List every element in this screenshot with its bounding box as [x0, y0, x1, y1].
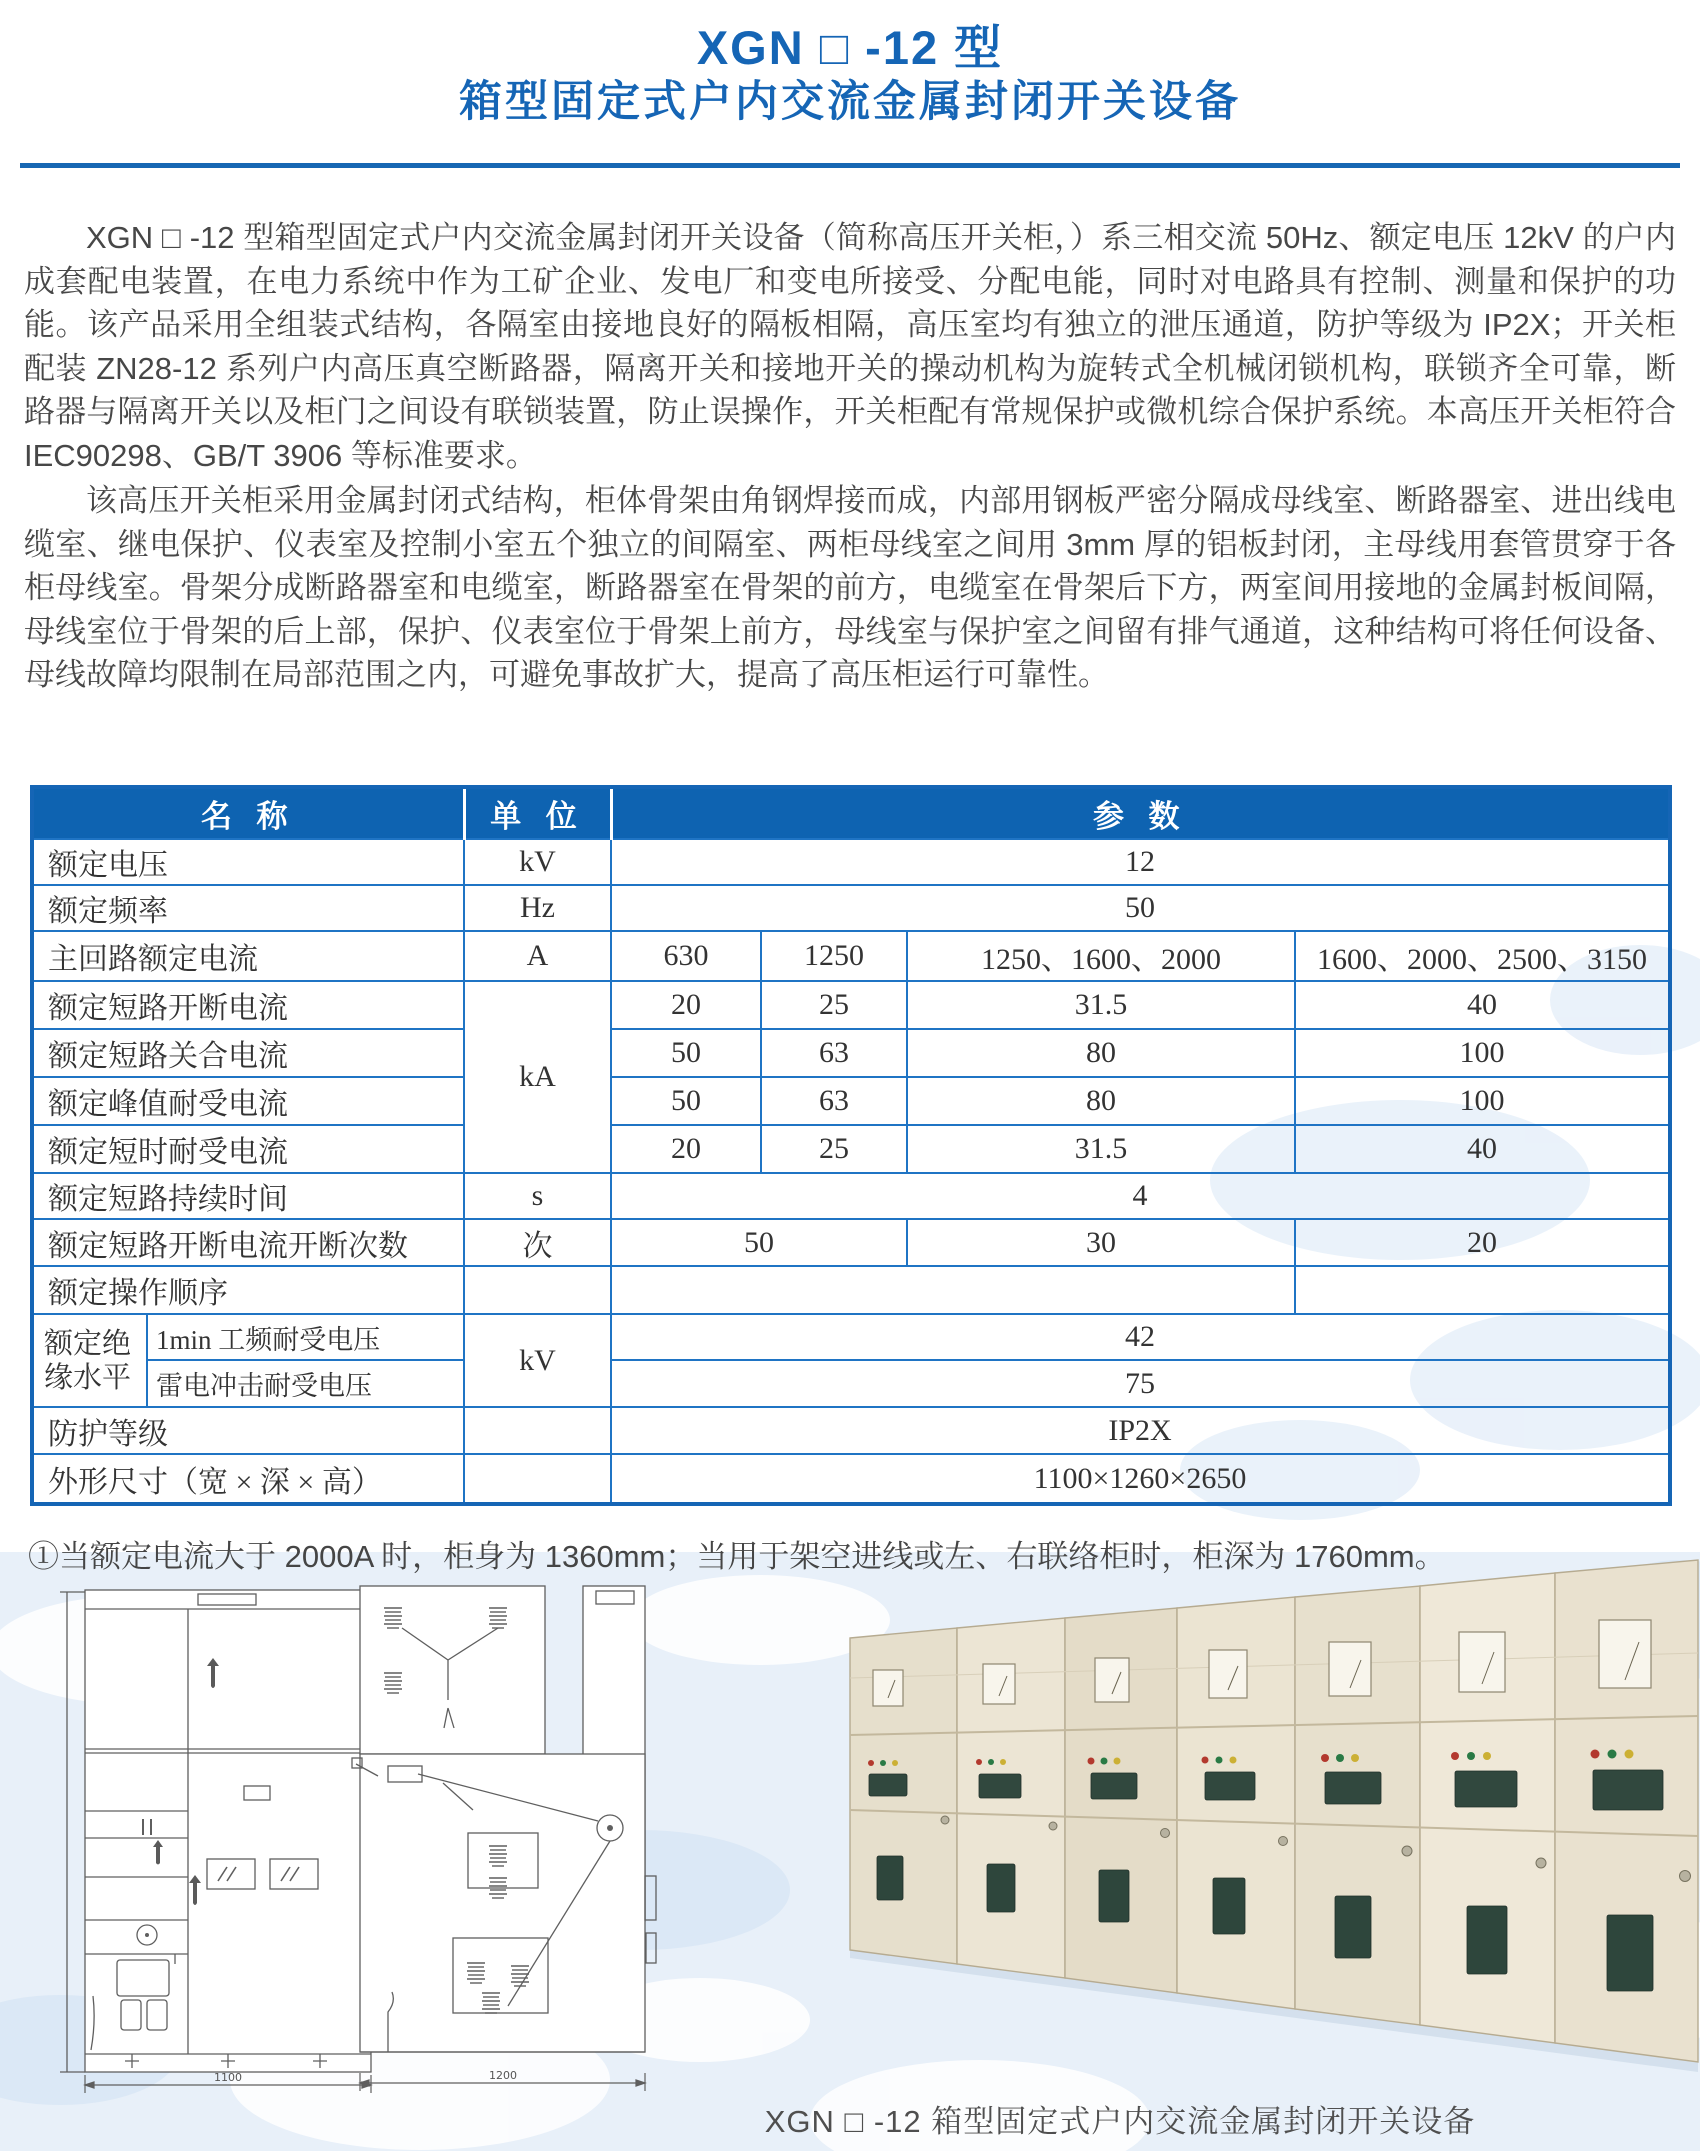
row-name: 额定短路开断电流: [32, 981, 464, 1029]
row-value: 20: [611, 1125, 761, 1173]
row-value: 1250: [761, 931, 907, 981]
row-name: 额定峰值耐受电流: [32, 1077, 464, 1125]
row-value: 50: [611, 1077, 761, 1125]
row-unit: Hz: [464, 885, 611, 931]
table-row: [32, 1314, 1670, 1360]
side-depth-dimension-label: 1200: [489, 2069, 517, 2082]
page-title-model: XGN □ -12 型: [696, 21, 1004, 74]
page-title: [0, 20, 1700, 128]
row-value: 4: [611, 1173, 1670, 1219]
page-title-product: 箱型固定式户内交流金属封闭开关设备: [459, 78, 1241, 126]
col-header-name: 名 称: [32, 787, 464, 839]
row-name: 主回路额定电流: [32, 931, 464, 981]
front-width-dimension-label: 1100: [214, 2071, 242, 2084]
row-name: 额定短路开断电流开断次数: [32, 1219, 464, 1266]
row-group-label: 额定绝缘水平: [32, 1314, 147, 1407]
row-unit: [464, 1454, 611, 1504]
row-value: 100: [1295, 1029, 1670, 1077]
spec-table: [30, 785, 1672, 1506]
table-row: [32, 1266, 1670, 1314]
row-value: 63: [761, 1077, 907, 1125]
row-value: [1295, 1266, 1670, 1314]
row-value: 1100×1260×2650: [611, 1454, 1670, 1504]
row-value: 20: [1295, 1219, 1670, 1266]
row-value: 1600、2000、2500、3150: [1295, 931, 1670, 981]
row-unit: kV: [464, 1314, 611, 1407]
row-value: 75: [611, 1360, 1670, 1407]
row-unit: kA: [464, 981, 611, 1173]
row-value: 40: [1295, 981, 1670, 1029]
row-value: [611, 1266, 1295, 1314]
row-name: 额定短路持续时间: [32, 1173, 464, 1219]
row-value: 31.5: [907, 981, 1295, 1029]
table-row: [32, 1125, 1670, 1173]
col-header-param: 参 数: [611, 787, 1670, 839]
table-row: [32, 1077, 1670, 1125]
row-value: 80: [907, 1077, 1295, 1125]
table-row: [32, 1360, 1670, 1407]
row-unit: s: [464, 1173, 611, 1219]
row-value: 100: [1295, 1077, 1670, 1125]
table-row: [32, 885, 1670, 931]
row-name: 额定短时耐受电流: [32, 1125, 464, 1173]
row-name: 雷电冲击耐受电压: [147, 1360, 464, 1407]
row-value: 12: [611, 839, 1670, 885]
row-name: 额定短路关合电流: [32, 1029, 464, 1077]
paragraph-overview: XGN □ -12 型箱型固定式户内交流金属封闭开关设备（简称高压开关柜，）系三相交流 50Hz、额定电压 12kV 的户内成套配电装置，在电力系统中作为工矿企业、发电厂和变电所接受、分配电能，同时对电路具有控制、测量和保护的功能。该产品采用全组装式结构，各隔室由接地良好的隔板相隔，高压室均有独立的泄压通道，防护等级为 IP2X；开关柜配装 ZN28-12 系列户内高压真空断路器，隔离开关和接地开关的操动机构为旋转式全机械闭锁机构，联锁齐全可靠，断路器与隔离开关以及柜门之间设有联锁装置，防止误操作，开关柜配有常规保护或微机综合保护系统。本高压开关柜符合 IEC90298、GB/T 3906 等标准要求。: [24, 220, 1676, 473]
row-value: 42: [611, 1314, 1670, 1360]
row-value: 25: [761, 981, 907, 1029]
row-value: 30: [907, 1219, 1295, 1266]
row-unit: [464, 1266, 611, 1314]
row-value: 31.5: [907, 1125, 1295, 1173]
table-row: [32, 931, 1670, 981]
row-value: 1250、1600、2000: [907, 931, 1295, 981]
footnote: ①当额定电流大于 2000A 时，柜身为 1360mm；当用于架空进线或左、右联络柜时，柜深为 1760mm。: [28, 1539, 1446, 1574]
row-name: 额定操作顺序: [32, 1266, 464, 1314]
table-row: [32, 839, 1670, 885]
row-unit: 次: [464, 1219, 611, 1266]
table-header-row: [32, 787, 1670, 839]
intro-text: [24, 216, 1676, 699]
row-value: 63: [761, 1029, 907, 1077]
row-name: 外形尺寸（宽 × 深 × 高）: [32, 1454, 464, 1504]
photo-caption: XGN □ -12 箱型固定式户内交流金属封闭开关设备: [764, 2104, 1476, 2139]
table-row: [32, 1407, 1670, 1454]
row-value: 50: [611, 1219, 907, 1266]
row-name: 额定电压: [32, 839, 464, 885]
row-name: 防护等级: [32, 1407, 464, 1454]
row-value: 20: [611, 981, 761, 1029]
row-unit: kV: [464, 839, 611, 885]
row-unit: A: [464, 931, 611, 981]
row-value: 25: [761, 1125, 907, 1173]
front-view-drawing: [55, 1582, 385, 2097]
row-value: 630: [611, 931, 761, 981]
paragraph-structure: 该高压开关柜采用金属封闭式结构，柜体骨架由角钢焊接而成，内部用钢板严密分隔成母线室、断路器室、进出线电缆室、继电保护、仪表室及控制小室五个独立的间隔室、两柜母线室之间用 3mm 厚的铝板封闭，主母线用套管贯穿于各柜母线室。骨架分成断路器室和电缆室，断路器室在骨架的前方，电缆室在骨架后下方，两室间用接地的金属封板间隔，母线室位于骨架的后上部，保护、仪表室位于骨架上前方，母线室与保护室之间留有排气通道，这种结构可将任何设备、母线故障均限制在局部范围之内，可避免事故扩大，提高了高压柜运行可靠性。: [24, 483, 1676, 692]
row-value: IP2X: [611, 1407, 1670, 1454]
row-name: 额定频率: [32, 885, 464, 931]
title-divider-rule: [20, 163, 1680, 168]
row-unit: [464, 1407, 611, 1454]
table-row: [32, 1454, 1670, 1504]
table-row: [32, 1029, 1670, 1077]
col-header-unit: 单 位: [464, 787, 611, 839]
table-row: [32, 1219, 1670, 1266]
table-row: [32, 981, 1670, 1029]
row-value: 40: [1295, 1125, 1670, 1173]
row-name: 1min 工频耐受电压: [147, 1314, 464, 1360]
side-view-drawing: [348, 1578, 658, 2098]
table-row: [32, 1173, 1670, 1219]
row-value: 50: [611, 885, 1670, 931]
row-value: 80: [907, 1029, 1295, 1077]
row-value: 50: [611, 1029, 761, 1077]
switchgear-photo: [845, 1558, 1700, 2073]
